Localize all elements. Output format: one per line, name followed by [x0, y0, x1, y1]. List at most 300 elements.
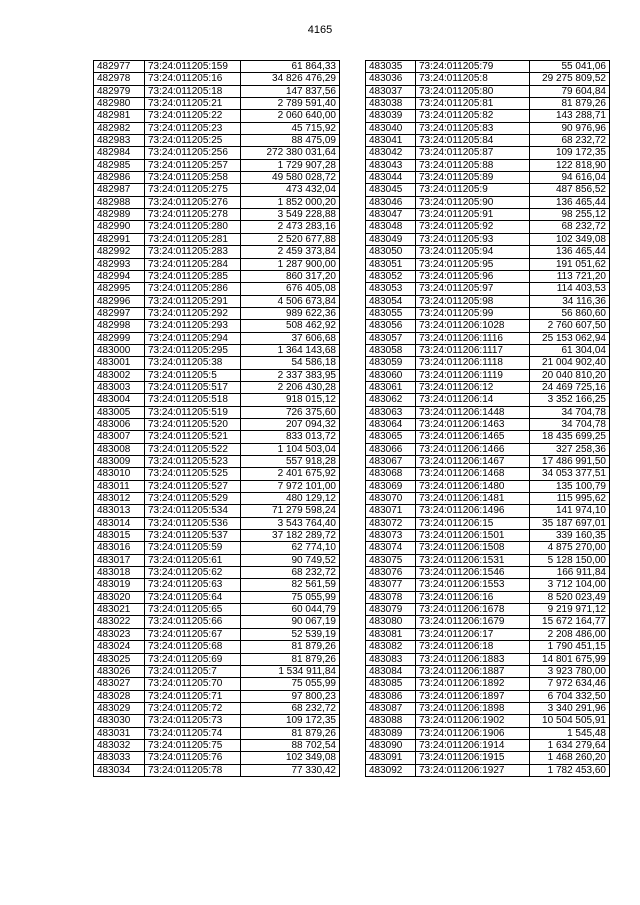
- table-row: [94, 752, 340, 764]
- cadastral-number: 73:24:011205:72: [145, 702, 241, 714]
- table-row: [366, 270, 610, 282]
- value-amount: 81 879,26: [241, 653, 340, 665]
- value-amount: 15 672 164,77: [530, 616, 610, 628]
- row-number: 482998: [94, 320, 145, 332]
- value-amount: 68 232,72: [530, 221, 610, 233]
- value-amount: 90 976,96: [530, 122, 610, 134]
- row-number: 482994: [94, 270, 145, 282]
- row-number: 483067: [366, 456, 416, 468]
- value-amount: 1 852 000,20: [241, 196, 340, 208]
- row-number: 483073: [366, 530, 416, 542]
- table-row: [366, 567, 610, 579]
- table-row: [366, 320, 610, 332]
- table-row: [366, 98, 610, 110]
- value-amount: 1 104 503,04: [241, 443, 340, 455]
- cadastral-number: 73:24:011206:1118: [416, 357, 530, 369]
- cadastral-number: 73:24:011205:90: [416, 196, 530, 208]
- value-amount: 35 187 697,01: [530, 517, 610, 529]
- row-number: 483056: [366, 320, 416, 332]
- value-amount: 2 401 675,92: [241, 468, 340, 480]
- row-number: 483062: [366, 394, 416, 406]
- value-amount: 2 760 607,50: [530, 320, 610, 332]
- row-number: 483080: [366, 616, 416, 628]
- row-number: 483085: [366, 678, 416, 690]
- cadastral-number: 73:24:011206:1116: [416, 332, 530, 344]
- row-number: 483046: [366, 196, 416, 208]
- table-row: [366, 406, 610, 418]
- cadastral-number: 73:24:011206:1898: [416, 702, 530, 714]
- value-amount: 2 060 640,00: [241, 110, 340, 122]
- value-amount: 37 606,68: [241, 332, 340, 344]
- row-number: 483026: [94, 665, 145, 677]
- value-amount: 62 774,10: [241, 542, 340, 554]
- table-row: [366, 591, 610, 603]
- row-number: 483030: [94, 715, 145, 727]
- cadastral-number: 73:24:011205:68: [145, 641, 241, 653]
- cadastral-number: 73:24:011206:1465: [416, 431, 530, 443]
- table-row: [94, 246, 340, 258]
- table-row: [94, 554, 340, 566]
- value-amount: 68 232,72: [241, 702, 340, 714]
- row-number: 482991: [94, 233, 145, 245]
- table-row: [366, 542, 610, 554]
- value-amount: 90 749,52: [241, 554, 340, 566]
- row-number: 483034: [94, 764, 145, 776]
- table-row: [366, 233, 610, 245]
- cadastral-number: 73:24:011206:1481: [416, 493, 530, 505]
- cadastral-number: 73:24:011205:7: [145, 665, 241, 677]
- row-number: 483069: [366, 480, 416, 492]
- value-amount: 98 255,12: [530, 209, 610, 221]
- row-number: 483070: [366, 493, 416, 505]
- table-row: [94, 591, 340, 603]
- row-number: 483083: [366, 653, 416, 665]
- table-row: [94, 184, 340, 196]
- table-row: [94, 579, 340, 591]
- value-amount: 3 923 780,00: [530, 665, 610, 677]
- left-data-table: [93, 60, 340, 777]
- cadastral-number: 73:24:011205:88: [416, 159, 530, 171]
- value-amount: 143 288,71: [530, 110, 610, 122]
- cadastral-number: 73:24:011205:64: [145, 591, 241, 603]
- row-number: 483011: [94, 480, 145, 492]
- row-number: 483009: [94, 456, 145, 468]
- row-number: 482977: [94, 61, 145, 73]
- cadastral-number: 73:24:011205:59: [145, 542, 241, 554]
- value-amount: 327 258,36: [530, 443, 610, 455]
- table-row: [94, 604, 340, 616]
- row-number: 482990: [94, 221, 145, 233]
- cadastral-number: 73:24:011206:1927: [416, 764, 530, 776]
- table-row: [366, 715, 610, 727]
- value-amount: 55 041,06: [530, 61, 610, 73]
- cadastral-number: 73:24:011205:66: [145, 616, 241, 628]
- row-number: 482980: [94, 98, 145, 110]
- row-number: 483065: [366, 431, 416, 443]
- row-number: 483064: [366, 418, 416, 430]
- cadastral-number: 73:24:011206:1915: [416, 752, 530, 764]
- cadastral-number: 73:24:011205:521: [145, 431, 241, 443]
- value-amount: 3 549 228,88: [241, 209, 340, 221]
- table-row: [366, 443, 610, 455]
- cadastral-number: 73:24:011205:93: [416, 233, 530, 245]
- value-amount: 191 051,62: [530, 258, 610, 270]
- row-number: 483081: [366, 628, 416, 640]
- table-row: [94, 159, 340, 171]
- table-row: [94, 283, 340, 295]
- value-amount: 7 972 101,00: [241, 480, 340, 492]
- table-row: [94, 764, 340, 776]
- value-amount: 135 100,79: [530, 480, 610, 492]
- cadastral-number: 73:24:011206:1466: [416, 443, 530, 455]
- table-row: [366, 196, 610, 208]
- value-amount: 3 543 764,40: [241, 517, 340, 529]
- value-amount: 473 432,04: [241, 184, 340, 196]
- value-amount: 37 182 289,72: [241, 530, 340, 542]
- cadastral-number: 73:24:011206:1902: [416, 715, 530, 727]
- table-row: [366, 653, 610, 665]
- row-number: 483023: [94, 628, 145, 640]
- cadastral-number: 73:24:011206:1508: [416, 542, 530, 554]
- cadastral-number: 73:24:011205:63: [145, 579, 241, 591]
- value-amount: 122 818,90: [530, 159, 610, 171]
- cadastral-number: 73:24:011206:1679: [416, 616, 530, 628]
- table-row: [366, 369, 610, 381]
- cadastral-number: 73:24:011205:518: [145, 394, 241, 406]
- row-number: 483017: [94, 554, 145, 566]
- table-row: [366, 690, 610, 702]
- row-number: 482985: [94, 159, 145, 171]
- row-number: 483076: [366, 567, 416, 579]
- table-row: [94, 431, 340, 443]
- row-number: 483077: [366, 579, 416, 591]
- cadastral-number: 73:24:011205:256: [145, 147, 241, 159]
- cadastral-number: 73:24:011205:62: [145, 567, 241, 579]
- table-row: [94, 493, 340, 505]
- value-amount: 5 128 150,00: [530, 554, 610, 566]
- row-number: 482978: [94, 73, 145, 85]
- cadastral-number: 73:24:011205:295: [145, 344, 241, 356]
- value-amount: 1 782 453,60: [530, 764, 610, 776]
- value-amount: 508 462,92: [241, 320, 340, 332]
- value-amount: 71 279 598,24: [241, 505, 340, 517]
- cadastral-number: 73:24:011205:97: [416, 283, 530, 295]
- table-row: [366, 110, 610, 122]
- table-row: [366, 505, 610, 517]
- cadastral-number: 73:24:011205:285: [145, 270, 241, 282]
- cadastral-number: 73:24:011206:1678: [416, 604, 530, 616]
- table-row: [94, 542, 340, 554]
- cadastral-number: 73:24:011205:65: [145, 604, 241, 616]
- cadastral-number: 73:24:011205:61: [145, 554, 241, 566]
- cadastral-number: 73:24:011205:286: [145, 283, 241, 295]
- table-row: [366, 122, 610, 134]
- row-number: 482995: [94, 283, 145, 295]
- table-row: [366, 184, 610, 196]
- cadastral-number: 73:24:011205:281: [145, 233, 241, 245]
- table-row: [366, 209, 610, 221]
- row-number: 483016: [94, 542, 145, 554]
- value-amount: 81 879,26: [241, 727, 340, 739]
- table-row: [94, 727, 340, 739]
- table-row: [366, 61, 610, 73]
- cadastral-number: 73:24:011205:284: [145, 258, 241, 270]
- value-amount: 9 219 971,12: [530, 604, 610, 616]
- cadastral-number: 73:24:011206:1553: [416, 579, 530, 591]
- cadastral-number: 73:24:011205:87: [416, 147, 530, 159]
- cadastral-number: 73:24:011205:98: [416, 295, 530, 307]
- table-row: [366, 381, 610, 393]
- table-row: [366, 357, 610, 369]
- table-row: [366, 579, 610, 591]
- value-amount: 90 067,19: [241, 616, 340, 628]
- row-number: 483031: [94, 727, 145, 739]
- table-row: [366, 554, 610, 566]
- value-amount: 1 468 260,20: [530, 752, 610, 764]
- table-row: [94, 85, 340, 97]
- value-amount: 29 275 809,52: [530, 73, 610, 85]
- value-amount: 2 208 486,00: [530, 628, 610, 640]
- cadastral-number: 73:24:011205:257: [145, 159, 241, 171]
- value-amount: 989 622,36: [241, 307, 340, 319]
- cadastral-number: 73:24:011205:22: [145, 110, 241, 122]
- table-row: [366, 739, 610, 751]
- cadastral-number: 73:24:011205:23: [145, 122, 241, 134]
- cadastral-number: 73:24:011205:81: [416, 98, 530, 110]
- cadastral-number: 73:24:011205:80: [416, 85, 530, 97]
- row-number: 483049: [366, 233, 416, 245]
- table-row: [366, 641, 610, 653]
- value-amount: 833 013,72: [241, 431, 340, 443]
- table-row: [366, 468, 610, 480]
- table-row: [94, 122, 340, 134]
- cadastral-number: 73:24:011205:78: [145, 764, 241, 776]
- value-amount: 918 015,12: [241, 394, 340, 406]
- value-amount: 166 911,84: [530, 567, 610, 579]
- table-row: [94, 406, 340, 418]
- row-number: 483044: [366, 172, 416, 184]
- cadastral-number: 73:24:011206:1119: [416, 369, 530, 381]
- table-row: [366, 283, 610, 295]
- row-number: 483033: [94, 752, 145, 764]
- row-number: 483035: [366, 61, 416, 73]
- row-number: 483039: [366, 110, 416, 122]
- cadastral-number: 73:24:011205:94: [416, 246, 530, 258]
- cadastral-number: 73:24:011206:1887: [416, 665, 530, 677]
- table-row: [94, 480, 340, 492]
- value-amount: 4 506 673,84: [241, 295, 340, 307]
- row-number: 483066: [366, 443, 416, 455]
- value-amount: 1 364 143,68: [241, 344, 340, 356]
- row-number: 483089: [366, 727, 416, 739]
- table-row: [366, 85, 610, 97]
- row-number: 482988: [94, 196, 145, 208]
- row-number: 483072: [366, 517, 416, 529]
- value-amount: 8 520 023,49: [530, 591, 610, 603]
- table-row: [366, 344, 610, 356]
- table-row: [366, 246, 610, 258]
- row-number: 483061: [366, 381, 416, 393]
- value-amount: 10 504 505,91: [530, 715, 610, 727]
- value-amount: 20 040 810,20: [530, 369, 610, 381]
- table-row: [366, 147, 610, 159]
- table-row: [94, 381, 340, 393]
- cadastral-number: 73:24:011205:258: [145, 172, 241, 184]
- value-amount: 109 172,35: [530, 147, 610, 159]
- cadastral-number: 73:24:011205:278: [145, 209, 241, 221]
- table-row: [94, 61, 340, 73]
- value-amount: 4 875 270,00: [530, 542, 610, 554]
- table-row: [94, 616, 340, 628]
- value-amount: 21 004 902,40: [530, 357, 610, 369]
- table-row: [94, 418, 340, 430]
- table-row: [366, 159, 610, 171]
- table-row: [366, 764, 610, 776]
- cadastral-number: 73:24:011206:1906: [416, 727, 530, 739]
- row-number: 483043: [366, 159, 416, 171]
- cadastral-number: 73:24:011206:1468: [416, 468, 530, 480]
- cadastral-number: 73:24:011205:21: [145, 98, 241, 110]
- row-number: 483014: [94, 517, 145, 529]
- table-row: [366, 480, 610, 492]
- table-row: [94, 641, 340, 653]
- table-row: [94, 394, 340, 406]
- value-amount: 34 704,78: [530, 406, 610, 418]
- row-number: 483004: [94, 394, 145, 406]
- value-amount: 114 403,53: [530, 283, 610, 295]
- table-row: [94, 653, 340, 665]
- value-amount: 1 790 451,15: [530, 641, 610, 653]
- cadastral-number: 73:24:011205:89: [416, 172, 530, 184]
- cadastral-number: 73:24:011205:8: [416, 73, 530, 85]
- cadastral-number: 73:24:011206:1448: [416, 406, 530, 418]
- cadastral-number: 73:24:011206:1496: [416, 505, 530, 517]
- value-amount: 272 380 031,64: [241, 147, 340, 159]
- value-amount: 136 465,44: [530, 246, 610, 258]
- table-row: [94, 73, 340, 85]
- row-number: 483015: [94, 530, 145, 542]
- table-row: [366, 295, 610, 307]
- row-number: 482983: [94, 135, 145, 147]
- value-amount: 94 616,04: [530, 172, 610, 184]
- cadastral-number: 73:24:011205:537: [145, 530, 241, 542]
- cadastral-number: 73:24:011205:79: [416, 61, 530, 73]
- row-number: 483021: [94, 604, 145, 616]
- value-amount: 1 729 907,28: [241, 159, 340, 171]
- table-row: [94, 147, 340, 159]
- cadastral-number: 73:24:011205:99: [416, 307, 530, 319]
- row-number: 482999: [94, 332, 145, 344]
- value-amount: 339 160,35: [530, 530, 610, 542]
- table-row: [94, 369, 340, 381]
- cadastral-number: 73:24:011205:38: [145, 357, 241, 369]
- row-number: 483042: [366, 147, 416, 159]
- value-amount: 61 304,04: [530, 344, 610, 356]
- row-number: 483074: [366, 542, 416, 554]
- table-row: [94, 196, 340, 208]
- right-data-table: [365, 60, 610, 777]
- row-number: 483068: [366, 468, 416, 480]
- row-number: 483060: [366, 369, 416, 381]
- row-number: 482997: [94, 307, 145, 319]
- cadastral-number: 73:24:011206:1546: [416, 567, 530, 579]
- row-number: 483079: [366, 604, 416, 616]
- cadastral-number: 73:24:011205:280: [145, 221, 241, 233]
- cadastral-number: 73:24:011206:1467: [416, 456, 530, 468]
- value-amount: 34 116,36: [530, 295, 610, 307]
- table-row: [366, 456, 610, 468]
- table-row: [94, 270, 340, 282]
- page-number: 4165: [307, 24, 333, 36]
- value-amount: 88 702,54: [241, 739, 340, 751]
- row-number: 483048: [366, 221, 416, 233]
- row-number: 483012: [94, 493, 145, 505]
- table-row: [94, 209, 340, 221]
- table-row: [94, 690, 340, 702]
- cadastral-number: 73:24:011205:5: [145, 369, 241, 381]
- value-amount: 1 287 900,00: [241, 258, 340, 270]
- value-amount: 54 586,18: [241, 357, 340, 369]
- row-number: 483027: [94, 678, 145, 690]
- table-row: [94, 135, 340, 147]
- value-amount: 18 435 699,25: [530, 431, 610, 443]
- value-amount: 82 561,59: [241, 579, 340, 591]
- row-number: 483036: [366, 73, 416, 85]
- row-number: 482979: [94, 85, 145, 97]
- value-amount: 56 860,60: [530, 307, 610, 319]
- table-row: [366, 221, 610, 233]
- cadastral-number: 73:24:011205:527: [145, 480, 241, 492]
- row-number: 483007: [94, 431, 145, 443]
- value-amount: 2 206 430,28: [241, 381, 340, 393]
- row-number: 483045: [366, 184, 416, 196]
- row-number: 483041: [366, 135, 416, 147]
- value-amount: 75 055,99: [241, 678, 340, 690]
- row-number: 483024: [94, 641, 145, 653]
- table-row: [366, 616, 610, 628]
- table-row: [366, 604, 610, 616]
- value-amount: 68 232,72: [241, 567, 340, 579]
- value-amount: 6 704 332,50: [530, 690, 610, 702]
- table-row: [94, 517, 340, 529]
- table-row: [94, 172, 340, 184]
- row-number: 483063: [366, 406, 416, 418]
- cadastral-number: 73:24:011205:292: [145, 307, 241, 319]
- value-amount: 147 837,56: [241, 85, 340, 97]
- cadastral-number: 73:24:011205:536: [145, 517, 241, 529]
- cadastral-number: 73:24:011205:84: [416, 135, 530, 147]
- row-number: 483025: [94, 653, 145, 665]
- table-row: [366, 431, 610, 443]
- cadastral-number: 73:24:011206:16: [416, 591, 530, 603]
- cadastral-number: 73:24:011205:75: [145, 739, 241, 751]
- cadastral-number: 73:24:011205:69: [145, 653, 241, 665]
- cadastral-number: 73:24:011205:294: [145, 332, 241, 344]
- row-number: 482982: [94, 122, 145, 134]
- cadastral-number: 73:24:011205:73: [145, 715, 241, 727]
- table-row: [366, 678, 610, 690]
- table-row: [94, 307, 340, 319]
- cadastral-number: 73:24:011206:17: [416, 628, 530, 640]
- value-amount: 3 352 166,25: [530, 394, 610, 406]
- value-amount: 25 153 062,94: [530, 332, 610, 344]
- table-row: [94, 110, 340, 122]
- table-row: [94, 468, 340, 480]
- cadastral-number: 73:24:011206:14: [416, 394, 530, 406]
- row-number: 483050: [366, 246, 416, 258]
- value-amount: 34 053 377,51: [530, 468, 610, 480]
- value-amount: 1 634 279,64: [530, 739, 610, 751]
